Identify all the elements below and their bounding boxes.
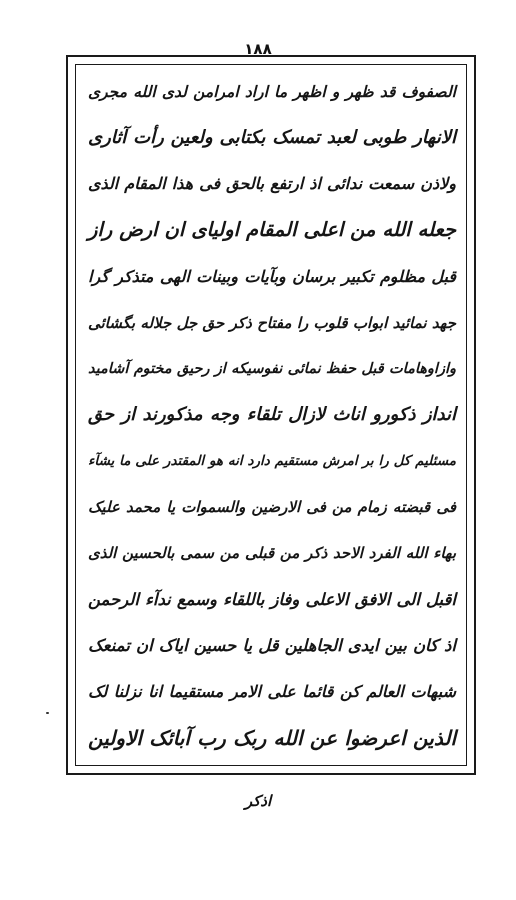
- text-line: فی قبضته زمام من فی الارضین والسموات یا محمد علیک: [88, 498, 456, 517]
- text-line: اقبل الی الافق الاعلی وفاز باللقاء وسمع ندآء الرحمن: [88, 589, 456, 609]
- text-line: بهاء الله الفرد الاحد ذکر من قبلی من سمی بالحسین الذی: [88, 544, 456, 563]
- ink-speck: [46, 712, 49, 714]
- text-line: الانهار طوبی لعبد تمسک بکتابی ولعین رأت آثاری: [88, 127, 456, 149]
- text-line: مسئلیم کل را بر امرش مستقیم دارد انه هو المقتدر علی ما یشآء: [88, 453, 456, 470]
- catchword: اذکر: [244, 792, 272, 810]
- text-line: جعله الله من اعلی المقام اولیای ان ارض راز: [88, 218, 456, 242]
- manuscript-text-block: [88, 77, 456, 753]
- text-line: قبل مظلوم تکبیر برسان وبآیات وبینات الهی متذکر گرا: [88, 266, 456, 286]
- text-line: اذ کان بین ایدی الجاهلین قل یا حسین ایاک ان تمنعک: [88, 635, 456, 655]
- text-line: انداز ذکورو اناث لازال تلقاء وجه مذکورند از حق: [88, 403, 456, 425]
- text-line: وازاوهامات قبل حفظ نمائی نفوسیکه از رحیق مختوم آشامید: [88, 360, 456, 377]
- text-line: جهد نمائید ابواب قلوب را مفتاح ذکر حق جل جلاله بگشائی: [88, 313, 456, 332]
- text-line: الصفوف قد ظهر و اظهر ما اراد امرامن لدی الله مجری: [88, 83, 456, 101]
- page-border-outer: [66, 55, 476, 775]
- text-line: الذین اعرضوا عن الله ربک رب آبائک الاولین: [88, 725, 456, 750]
- text-line: ولاذن سمعت ندائی اذ ارتفع بالحق فی هذا المقام الذی: [88, 174, 456, 194]
- page-number: ۱۸۸: [244, 40, 272, 58]
- text-line: شبهات العالم کن قائما علی الامر مستقیما انا نزلنا لک: [88, 681, 456, 701]
